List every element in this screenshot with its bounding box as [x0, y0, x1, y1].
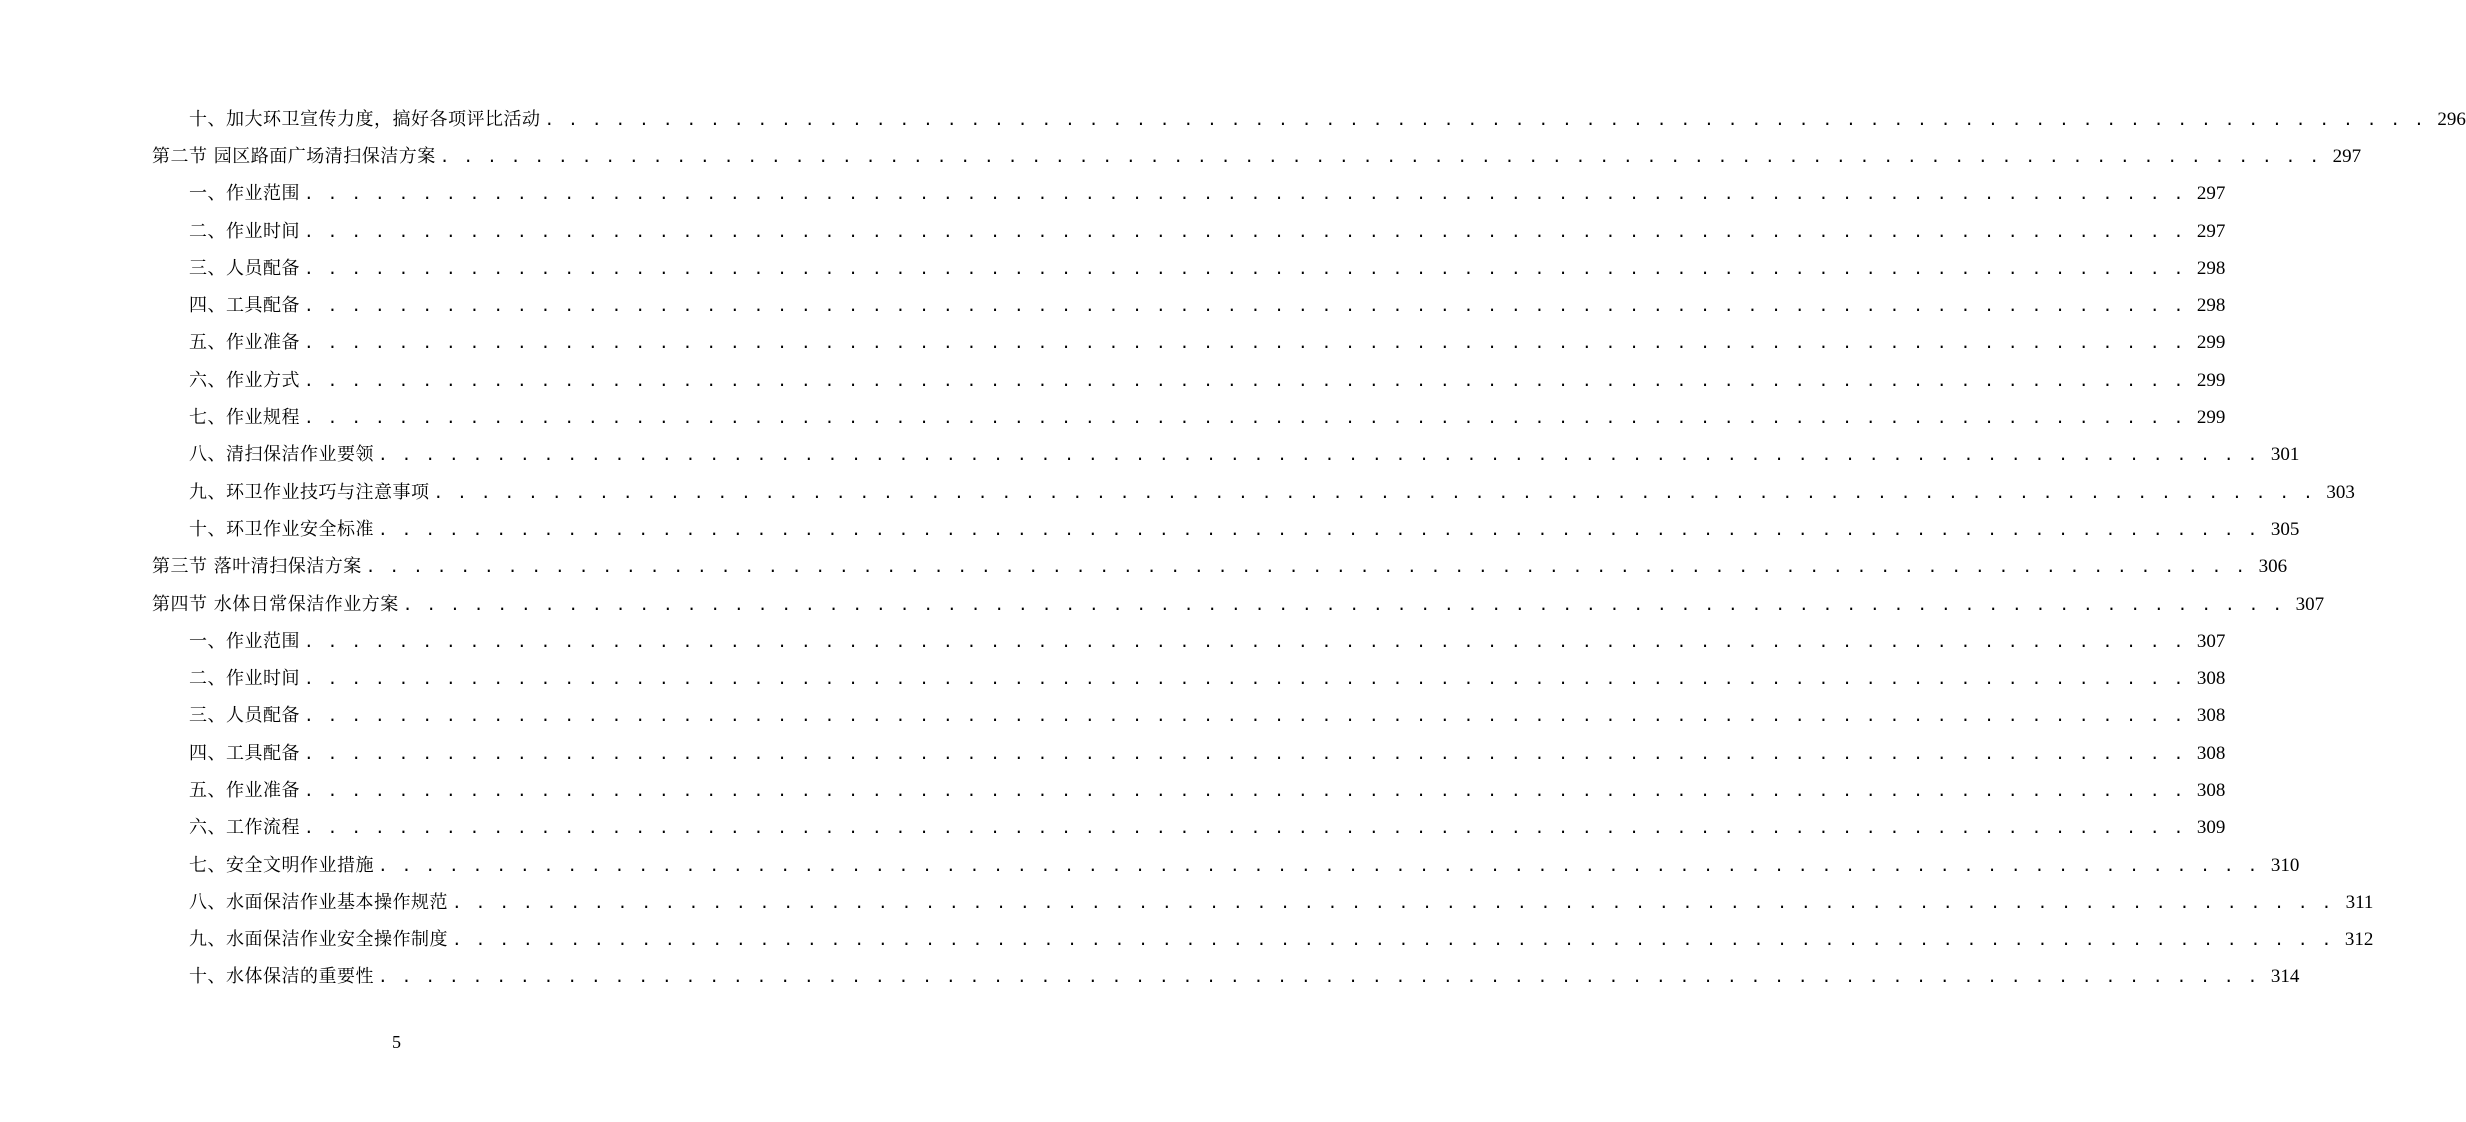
toc-subsection-entry[interactable]: [0, 735, 2226, 772]
toc-entry-title: 七、作业规程: [189, 407, 300, 429]
toc-entry-page-number: 309: [2196, 817, 2226, 839]
toc-entry-title: 四、工具配备: [189, 742, 300, 764]
dot-leader: . . . . . . . . . . . . . . . . . . . . . . . . . . . . . . . . . . . . . . . . . . . . . . . . . . . . . . . . . . . . . . . . . . . . . . . . . . . . . . . .: [439, 146, 2322, 166]
toc-entry-title: 八、清扫保洁作业要领: [189, 444, 374, 466]
dot-leader: . . . . . . . . . . . . . . . . . . . . . . . . . . . . . . . . . . . . . . . . . . . . . . . . . . . . . . . . . . . . . . . . . . . . . . . . . . . . . . . .: [378, 519, 2260, 539]
toc-entry-page-number: 299: [2196, 332, 2226, 354]
toc-subsection-entry[interactable]: [0, 772, 2226, 809]
toc-subsection-entry[interactable]: [0, 959, 2300, 996]
toc-entry-title: 三、人员配备: [189, 257, 300, 279]
toc-entry-page-number: 311: [2345, 891, 2374, 913]
toc-entry-title: 四、工具配备: [189, 295, 300, 317]
dot-leader: . . . . . . . . . . . . . . . . . . . . . . . . . . . . . . . . . . . . . . . . . . . . . . . . . . . . . . . . . . . . . . . . . . . . . . . . . . . . . . . .: [304, 408, 2186, 428]
toc-entry-title: 八、水面保洁作业基本操作规范: [189, 891, 448, 913]
dot-leader: . . . . . . . . . . . . . . . . . . . . . . . . . . . . . . . . . . . . . . . . . . . . . . . . . . . . . . . . . . . . . . . . . . . . . . . . . . . . . . . .: [304, 631, 2186, 651]
dot-leader: . . . . . . . . . . . . . . . . . . . . . . . . . . . . . . . . . . . . . . . . . . . . . . . . . . . . . . . . . . . . . . . . . . . . . . . . . . . . . . . .: [378, 967, 2260, 987]
toc-entry-title: 十、环卫作业安全标准: [189, 518, 374, 540]
toc-subsection-entry[interactable]: [0, 362, 2226, 399]
toc-entry-page-number: 297: [2332, 145, 2362, 167]
toc-section-entry[interactable]: [0, 586, 2325, 623]
toc-section-entry[interactable]: [0, 138, 2362, 175]
toc-entry-title: 六、作业方式: [189, 369, 300, 391]
toc-subsection-entry[interactable]: [0, 474, 2355, 511]
toc-subsection-entry[interactable]: [0, 250, 2226, 287]
dot-leader: . . . . . . . . . . . . . . . . . . . . . . . . . . . . . . . . . . . . . . . . . . . . . . . . . . . . . . . . . . . . . . . . . . . . . . . . . . . . . . . .: [304, 221, 2186, 241]
dot-leader: . . . . . . . . . . . . . . . . . . . . . . . . . . . . . . . . . . . . . . . . . . . . . . . . . . . . . . . . . . . . . . . . . . . . . . . . . . . . . . . .: [433, 482, 2315, 502]
dot-leader: . . . . . . . . . . . . . . . . . . . . . . . . . . . . . . . . . . . . . . . . . . . . . . . . . . . . . . . . . . . . . . . . . . . . . . . . . . . . . . . .: [365, 557, 2248, 577]
toc-subsection-entry[interactable]: [0, 213, 2226, 250]
toc-entry-title: 三、人员配备: [189, 705, 300, 727]
toc-entry-title: 七、安全文明作业措施: [189, 854, 374, 876]
toc-subsection-entry[interactable]: [0, 810, 2226, 847]
toc-entry-title: 九、环卫作业技巧与注意事项: [189, 481, 430, 503]
toc-subsection-entry[interactable]: [0, 698, 2226, 735]
toc-entry-title: 五、作业准备: [189, 779, 300, 801]
toc-subsection-entry[interactable]: [0, 511, 2300, 548]
toc-subsection-entry[interactable]: [0, 922, 2374, 959]
toc-entry-title: 二、作业时间: [189, 668, 300, 690]
toc-entry-title: 第三节 落叶清扫保洁方案: [152, 556, 362, 578]
toc-entry-page-number: 306: [2258, 556, 2288, 578]
dot-leader: . . . . . . . . . . . . . . . . . . . . . . . . . . . . . . . . . . . . . . . . . . . . . . . . . . . . . . . . . . . . . . . . . . . . . . . . . . . . . . . .: [304, 296, 2186, 316]
toc-entry-page-number: 297: [2196, 220, 2226, 242]
toc-entry-page-number: 301: [2270, 444, 2300, 466]
toc-entry-page-number: 299: [2196, 369, 2226, 391]
toc-entry-title: 第二节 园区路面广场清扫保洁方案: [152, 145, 436, 167]
toc-entry-page-number: 299: [2196, 407, 2226, 429]
toc-subsection-entry[interactable]: [0, 660, 2226, 697]
dot-leader: . . . . . . . . . . . . . . . . . . . . . . . . . . . . . . . . . . . . . . . . . . . . . . . . . . . . . . . . . . . . . . . . . . . . . . . . . . . . . . . .: [304, 370, 2186, 390]
table-of-contents: [0, 101, 2466, 996]
toc-entry-page-number: 298: [2196, 257, 2226, 279]
toc-subsection-entry[interactable]: [0, 101, 2466, 138]
toc-subsection-entry[interactable]: [0, 437, 2300, 474]
dot-leader: . . . . . . . . . . . . . . . . . . . . . . . . . . . . . . . . . . . . . . . . . . . . . . . . . . . . . . . . . . . . . . . . . . . . . . . . . . . . . . . .: [304, 706, 2186, 726]
dot-leader: . . . . . . . . . . . . . . . . . . . . . . . . . . . . . . . . . . . . . . . . . . . . . . . . . . . . . . . . . . . . . . . . . . . . . . . . . . . . . . . .: [402, 594, 2285, 614]
toc-entry-page-number: 296: [2437, 108, 2466, 130]
toc-subsection-entry[interactable]: [0, 325, 2226, 362]
toc-entry-title: 一、作业范围: [189, 183, 300, 205]
toc-subsection-entry[interactable]: [0, 176, 2226, 213]
dot-leader: . . . . . . . . . . . . . . . . . . . . . . . . . . . . . . . . . . . . . . . . . . . . . . . . . . . . . . . . . . . . . . . . . . . . . . . . . . . . . . . .: [304, 780, 2186, 800]
dot-leader: . . . . . . . . . . . . . . . . . . . . . . . . . . . . . . . . . . . . . . . . . . . . . . . . . . . . . . . . . . . . . . . . . . . . . . . . . . . . . . . .: [544, 109, 2426, 129]
toc-entry-page-number: 314: [2270, 966, 2300, 988]
toc-entry-title: 第四节 水体日常保洁作业方案: [152, 593, 399, 615]
toc-subsection-entry[interactable]: [0, 399, 2226, 436]
toc-entry-title: 五、作业准备: [189, 332, 300, 354]
dot-leader: . . . . . . . . . . . . . . . . . . . . . . . . . . . . . . . . . . . . . . . . . . . . . . . . . . . . . . . . . . . . . . . . . . . . . . . . . . . . . . . .: [304, 258, 2186, 278]
toc-entry-page-number: 307: [2295, 593, 2325, 615]
toc-entry-page-number: 303: [2326, 481, 2355, 503]
toc-subsection-entry[interactable]: [0, 287, 2226, 324]
toc-subsection-entry[interactable]: [0, 847, 2300, 884]
toc-entry-page-number: 308: [2196, 668, 2226, 690]
toc-entry-title: 九、水面保洁作业安全操作制度: [189, 929, 448, 951]
toc-entry-page-number: 305: [2270, 518, 2300, 540]
toc-entry-page-number: 307: [2196, 630, 2226, 652]
dot-leader: . . . . . . . . . . . . . . . . . . . . . . . . . . . . . . . . . . . . . . . . . . . . . . . . . . . . . . . . . . . . . . . . . . . . . . . . . . . . . . . .: [304, 818, 2186, 838]
toc-entry-page-number: 308: [2196, 705, 2226, 727]
dot-leader: . . . . . . . . . . . . . . . . . . . . . . . . . . . . . . . . . . . . . . . . . . . . . . . . . . . . . . . . . . . . . . . . . . . . . . . . . . . . . . . .: [452, 930, 2334, 950]
dot-leader: . . . . . . . . . . . . . . . . . . . . . . . . . . . . . . . . . . . . . . . . . . . . . . . . . . . . . . . . . . . . . . . . . . . . . . . . . . . . . . . .: [378, 855, 2260, 875]
toc-entry-page-number: 308: [2196, 779, 2226, 801]
toc-subsection-entry[interactable]: [0, 623, 2226, 660]
page-number: 5: [392, 1032, 401, 1052]
toc-entry-title: 十、水体保洁的重要性: [189, 966, 374, 988]
toc-subsection-entry[interactable]: [0, 884, 2374, 921]
toc-entry-page-number: 312: [2344, 929, 2374, 951]
toc-entry-page-number: 310: [2270, 854, 2300, 876]
dot-leader: . . . . . . . . . . . . . . . . . . . . . . . . . . . . . . . . . . . . . . . . . . . . . . . . . . . . . . . . . . . . . . . . . . . . . . . . . . . . . . . .: [304, 669, 2186, 689]
toc-entry-title: 六、工作流程: [189, 817, 300, 839]
dot-leader: . . . . . . . . . . . . . . . . . . . . . . . . . . . . . . . . . . . . . . . . . . . . . . . . . . . . . . . . . . . . . . . . . . . . . . . . . . . . . . . .: [378, 445, 2260, 465]
toc-entry-page-number: 308: [2196, 742, 2226, 764]
toc-entry-page-number: 298: [2196, 295, 2226, 317]
dot-leader: . . . . . . . . . . . . . . . . . . . . . . . . . . . . . . . . . . . . . . . . . . . . . . . . . . . . . . . . . . . . . . . . . . . . . . . . . . . . . . . .: [304, 743, 2186, 763]
toc-entry-page-number: 297: [2196, 183, 2226, 205]
dot-leader: . . . . . . . . . . . . . . . . . . . . . . . . . . . . . . . . . . . . . . . . . . . . . . . . . . . . . . . . . . . . . . . . . . . . . . . . . . . . . . . .: [304, 184, 2186, 204]
toc-entry-title: 一、作业范围: [189, 630, 300, 652]
toc-entry-title: 二、作业时间: [189, 220, 300, 242]
toc-section-entry[interactable]: [0, 549, 2288, 586]
toc-entry-title: 十、加大环卫宣传力度，搞好各项评比活动: [189, 108, 541, 130]
dot-leader: . . . . . . . . . . . . . . . . . . . . . . . . . . . . . . . . . . . . . . . . . . . . . . . . . . . . . . . . . . . . . . . . . . . . . . . . . . . . . . . .: [452, 892, 2334, 912]
dot-leader: . . . . . . . . . . . . . . . . . . . . . . . . . . . . . . . . . . . . . . . . . . . . . . . . . . . . . . . . . . . . . . . . . . . . . . . . . . . . . . . .: [304, 333, 2186, 353]
